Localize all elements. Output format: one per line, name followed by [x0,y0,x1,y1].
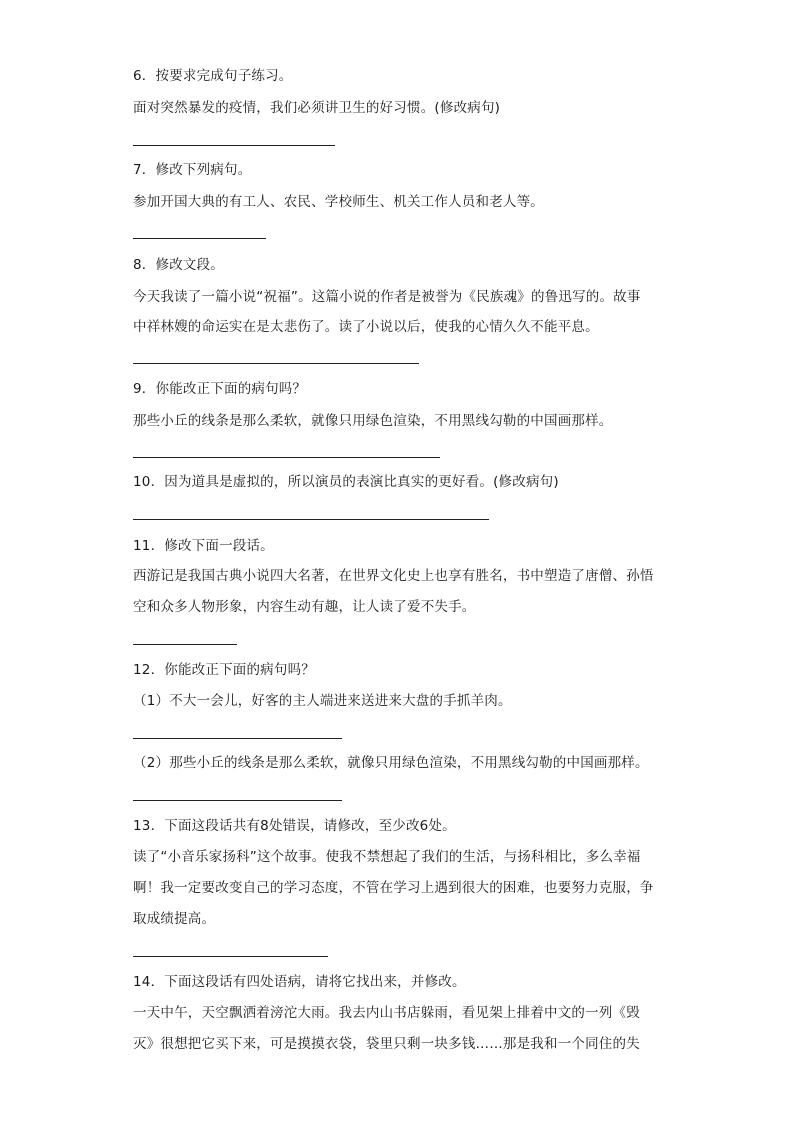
q13-paragraph-line-1: 读了“小音乐家扬科”这个故事。使我不禁想起了我们的生活，与扬科相比，多么幸福 [133,849,641,865]
q9-sentence: 那些小丘的线条是那么柔软，就像只用绿色渲染，不用黑线勾勒的中国画那样。 [133,413,613,429]
q12-sub2-answer-blank[interactable] [133,800,342,801]
q11-paragraph-line-2: 空和众多人物形象，内容生动有趣，让人读了爱不失手。 [133,599,476,615]
q13-answer-blank[interactable] [133,956,328,957]
q8-answer-blank[interactable] [133,363,419,364]
q6-answer-blank[interactable] [133,145,335,146]
q13-paragraph-line-2: 啊！我一定要改变自己的学习态度，不管在学习上遇到很大的困难，也要努力克服，争 [133,880,654,896]
q7-sentence: 参加开国大典的有工人、农民、学校师生、机关工作人员和老人等。 [133,194,544,210]
q11-paragraph-line-1: 西游记是我国古典小说四大名著，在世界文化史上也享有胜名，书中塑造了唐僧、孙悟 [133,568,654,584]
q6-sentence: 面对突然暴发的疫情，我们必须讲卫生的好习惯。(修改病句) [133,100,501,116]
q11-title: 11．修改下面一段话。 [133,538,274,554]
q9-title: 9．你能改正下面的病句吗？ [133,381,307,397]
q7-answer-blank[interactable] [133,238,266,239]
q14-paragraph-line-2: 灭》很想把它买下来，可是摸摸衣袋，袋里只剩一块多钱……那是我和一个同住的失 [133,1036,640,1052]
q12-sub1-answer-blank[interactable] [133,738,342,739]
q11-answer-blank[interactable] [133,644,237,645]
q10-answer-blank[interactable] [133,519,489,520]
q9-answer-blank[interactable] [133,457,440,458]
q8-title: 8．修改文段。 [133,257,224,273]
q6-title: 6．按要求完成句子练习。 [133,68,293,84]
q14-paragraph-line-1: 一天中午，天空飘洒着滂沱大雨。我去内山书店躲雨，看见架上排着中文的一列《毁 [133,1005,640,1021]
q8-paragraph-line-2: 中祥林嫂的命运实在是太悲伤了。读了小说以后，使我的心情久久不能平息。 [133,319,599,335]
q13-title: 13．下面这段话共有8处错误，请修改，至少改6处。 [133,818,456,834]
q13-paragraph-line-3: 取成绩提高。 [133,911,216,927]
q10-title: 10．因为道具是虚拟的，所以演员的表演比真实的更好看。(修改病句) [133,474,559,490]
q7-title: 7．修改下列病句。 [133,162,252,178]
q12-sub2-sentence: （2）那些小丘的线条是那么柔软，就像只用绿色渲染，不用黑线勾勒的中国画那样。 [133,755,649,771]
q12-sub1-sentence: （1）不大一会儿，好客的主人端进来送进来大盘的手抓羊肉。 [133,693,512,709]
q12-title: 12．你能改正下面的病句吗？ [133,662,315,678]
q14-title: 14．下面这段话有四处语病，请将它找出来，并修改。 [133,974,466,990]
q8-paragraph-line-1: 今天我读了一篇小说“祝福”。这篇小说的作者是被誉为《民族魂》的鲁迅写的。故事 [133,289,641,305]
